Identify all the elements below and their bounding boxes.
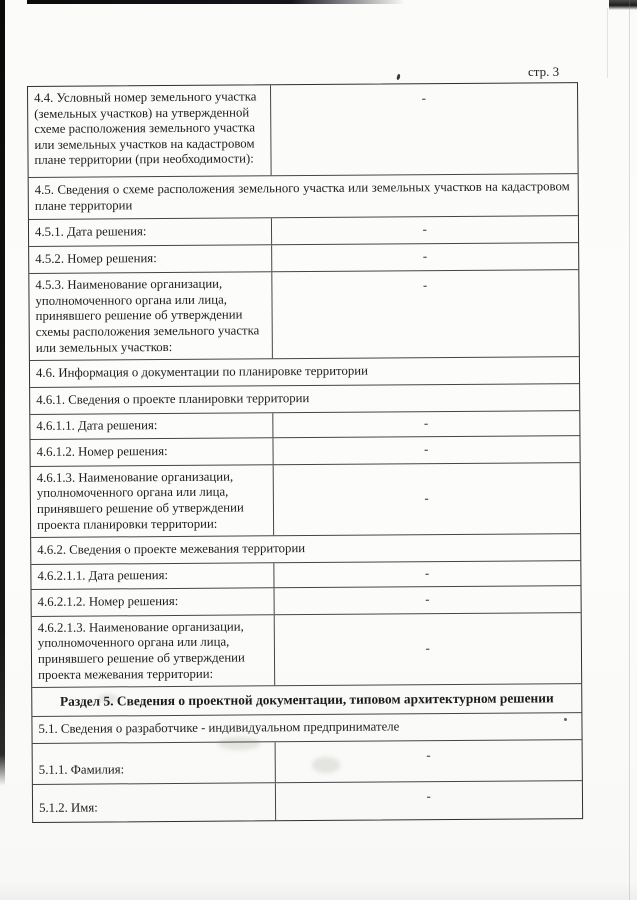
field-value: -: [424, 491, 430, 506]
field-label-cell: [30, 413, 273, 439]
field-label: 4.6.2.1.2. Номер решения:: [37, 593, 179, 609]
form-sheet: [27, 82, 583, 823]
field-label-cell: [29, 272, 273, 360]
row-4-5-1: [29, 215, 578, 246]
scanner-edge-left: [0, 0, 5, 786]
field-value-cell: [275, 586, 581, 614]
field-label: 4.5.2. Номер решения:: [35, 251, 157, 267]
row-4-6-1-3: [31, 462, 580, 537]
field-value: -: [421, 91, 427, 106]
field-value: -: [423, 416, 429, 431]
field-label: 4.5.1. Дата решения:: [34, 224, 147, 240]
row-5-1: [32, 712, 581, 743]
row-4-6: [30, 356, 579, 387]
field-label-cell: [29, 218, 272, 246]
field-label: 5.1.1. Фамилия:: [38, 762, 125, 778]
row-4-6-1-1: [30, 410, 579, 439]
field-label-cell: [31, 465, 274, 537]
section-label: 4.6.2. Сведения о проекте межевания территории: [37, 541, 306, 558]
section-label: 4.6. Информация о документации по планировке территории: [35, 363, 368, 381]
field-value-cell: [272, 270, 579, 358]
field-value-cell: [274, 463, 580, 536]
field-label: 4.6.1.3. Наименование организации, уполномоченного органа или лица, принявшего решение об утверждении проекта планировки территории:: [36, 469, 244, 532]
field-value: -: [425, 592, 431, 607]
field-label-cell: [28, 85, 272, 177]
field-value-cell: [271, 83, 578, 175]
field-label-cell: [32, 588, 275, 616]
scanner-edge-top: [27, 0, 405, 4]
field-value: -: [426, 788, 432, 803]
field-value-cell: [272, 216, 578, 244]
field-value-cell: [276, 740, 582, 782]
scan-bottom-shadow: [0, 880, 637, 900]
row-4-6-2: [31, 533, 580, 563]
row-4-6-1-2: [30, 435, 579, 466]
row-4-6-2-1-2: [32, 585, 581, 616]
field-label-cell: [29, 245, 272, 273]
field-label: 4.6.2.1.3. Наименование организации, уполномоченного органа или лица, принявшего решение об утверждении проекта межевания территории:: [37, 619, 245, 682]
row-4-6-2-1-1: [31, 560, 580, 589]
field-label: 4.6.1.2. Номер решения:: [36, 443, 168, 459]
row-4-4: [28, 83, 578, 177]
field-value: -: [422, 222, 428, 237]
row-4-6-2-1-3: [32, 612, 581, 687]
scanner-corner-mark: [609, 0, 637, 10]
row-4-5: [29, 173, 578, 219]
field-value-cell: [273, 436, 579, 464]
field-label: 4.6.2.1.1. Дата решения:: [37, 567, 169, 583]
field-label: 5.1.2. Имя:: [38, 800, 98, 816]
field-value-cell: [273, 411, 579, 437]
row-4-5-2: [29, 242, 578, 273]
field-label-cell: [30, 438, 273, 466]
field-value-cell: [275, 613, 581, 686]
paper-edge-line: [629, 0, 630, 900]
field-label: 4.4. Условный номер земельного участка (земельных участков) на утвержденной схеме расположения земельного участка или земельных участков на кадастровом плане территории (при необходимости):: [34, 89, 257, 168]
field-label-cell: [31, 563, 274, 589]
paper-edge-line-short: [607, 8, 608, 78]
field-label-cell: [33, 742, 276, 784]
section-label: 4.6.1. Сведения о проекте планировки территории: [36, 391, 310, 408]
field-value: -: [422, 249, 428, 264]
section-label: 5.1. Сведения о разработчике - индивидуальном предпринимателе: [38, 719, 400, 736]
field-value-cell: [274, 561, 580, 587]
field-label: 4.6.1.1. Дата решения:: [36, 418, 158, 433]
section-heading: Раздел 5. Сведения о проектной документации, типовом архитектурном решении: [59, 690, 554, 709]
field-label: 4.5.3. Наименование организации, уполномоченного органа или лица, принявшего решение об утверждении схемы расположения земельного участка или земельных участков:: [35, 276, 260, 355]
field-label-cell: [33, 783, 276, 822]
field-value: -: [425, 641, 431, 656]
row-4-6-1: [30, 383, 579, 413]
row-section-5-heading: [32, 683, 581, 715]
page-number-label: стр. 3: [528, 64, 560, 79]
section-label: 4.5. Сведения о схеме расположения земельного участка или земельных участков на кадастровом плане территории: [34, 179, 570, 213]
document-table: [27, 82, 583, 823]
row-5-1-2: [33, 780, 582, 822]
field-value: -: [426, 747, 432, 762]
field-value: -: [424, 566, 430, 581]
field-label-cell: [32, 615, 275, 687]
field-value: -: [422, 278, 428, 293]
field-value-cell: [276, 781, 582, 820]
row-5-1-1: [33, 739, 582, 784]
field-value-cell: [272, 243, 578, 271]
field-value: -: [424, 442, 429, 457]
row-4-5-3: [29, 269, 579, 360]
